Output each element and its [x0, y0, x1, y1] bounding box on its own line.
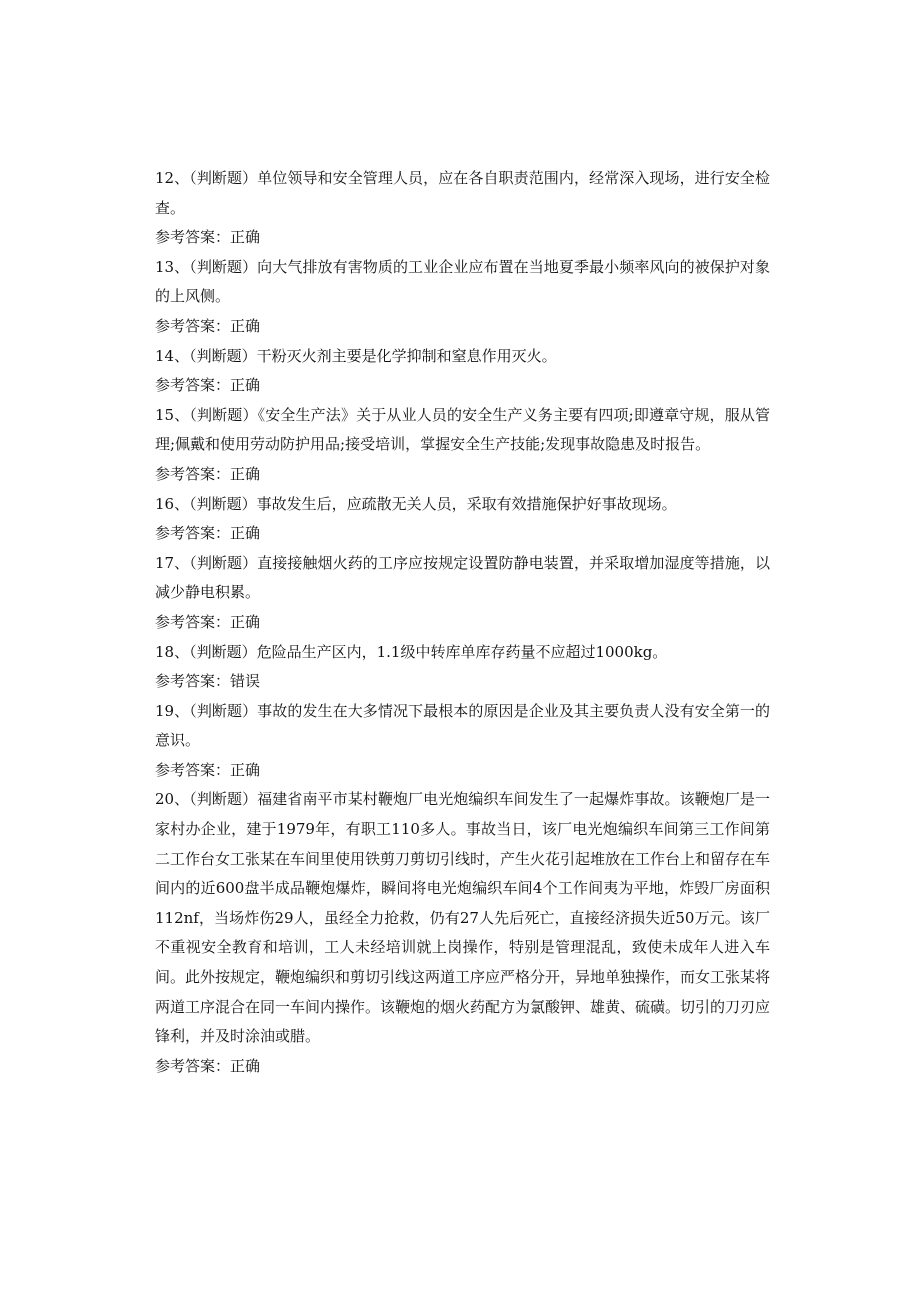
answer-13: 参考答案：正确 — [155, 316, 261, 335]
answer-16: 参考答案：正确 — [155, 524, 261, 543]
question-13: 13、（判断题）向大气排放有害物质的工业企业应布置在当地夏季最小频率风向的被保护对象的上风侧。 — [155, 257, 770, 306]
question-20: 20、（判断题）福建省南平市某村鞭炮厂电光炮编织车间发生了一起爆炸事故。该鞭炮厂是一家村办企业，建于1979年，有职工110多人。事故当日，该厂电光炮编织车间第三工作间第二工作台女工张某在车间里使用铁剪刀剪切引线时，产生火花引起堆放在工作台上和留存在车间内的近600盘半成品鞭炮爆炸，瞬间将电光炮编织车间4个工作间夷为平地，炸毁厂房面积112nf，当场炸伤29人，虽经全力抢救，仍有27人先后死亡，直接经济损失近50万元。该厂不重视安全教育和培训，工人未经培训就上岗操作，特别是管理混乱，致使未成年人进入车间。此外按规定，鞭炮编织和剪切引线这两道工序应严格分开，异地单独操作，而女工张某将两道工序混合在同一车间内操作。该鞭炮的烟火药配方为氯酸钾、雄黄、硫磺。切引的刀刃应锋利，并及时涂油或腊。 — [155, 790, 771, 1046]
question-15: 15、（判断题）《安全生产法》关于从业人员的安全生产义务主要有四项;即遵章守规，服从管理;佩戴和使用劳动防护用品;接受培训，掌握安全生产技能;发现事故隐患及时报告。 — [155, 405, 770, 454]
answer-17: 参考答案：正确 — [155, 612, 261, 631]
answer-12: 参考答案：正确 — [155, 228, 261, 247]
question-17: 17、（判断题）直接接触烟火药的工序应按规定设置防静电装置，并采取增加湿度等措施，以减少静电积累。 — [155, 553, 770, 602]
question-12: 12、（判断题）单位领导和安全管理人员，应在各自职责范围内，经常深入现场，进行安全检查。 — [155, 169, 770, 217]
answer-18: 参考答案：错误 — [155, 672, 261, 691]
answer-19: 参考答案：正确 — [155, 760, 261, 779]
question-16: 16、（判断题）事故发生后，应疏散无关人员，采取有效措施保护好事故现场。 — [155, 494, 677, 513]
answer-15: 参考答案：正确 — [155, 464, 261, 483]
question-19: 19、（判断题）事故的发生在大多情况下最根本的原因是企业及其主要负责人没有安全第一的意识。 — [155, 701, 770, 750]
question-list — [155, 164, 770, 1081]
answer-20: 参考答案：正确 — [155, 1056, 261, 1075]
answer-14: 参考答案：正确 — [155, 376, 261, 395]
question-14: 14、（判断题）干粉灭火剂主要是化学抑制和窒息作用灭火。 — [155, 346, 557, 365]
question-18: 18、（判断题）危险品生产区内，1.1级中转库单库存药量不应超过1000kg。 — [155, 642, 668, 661]
